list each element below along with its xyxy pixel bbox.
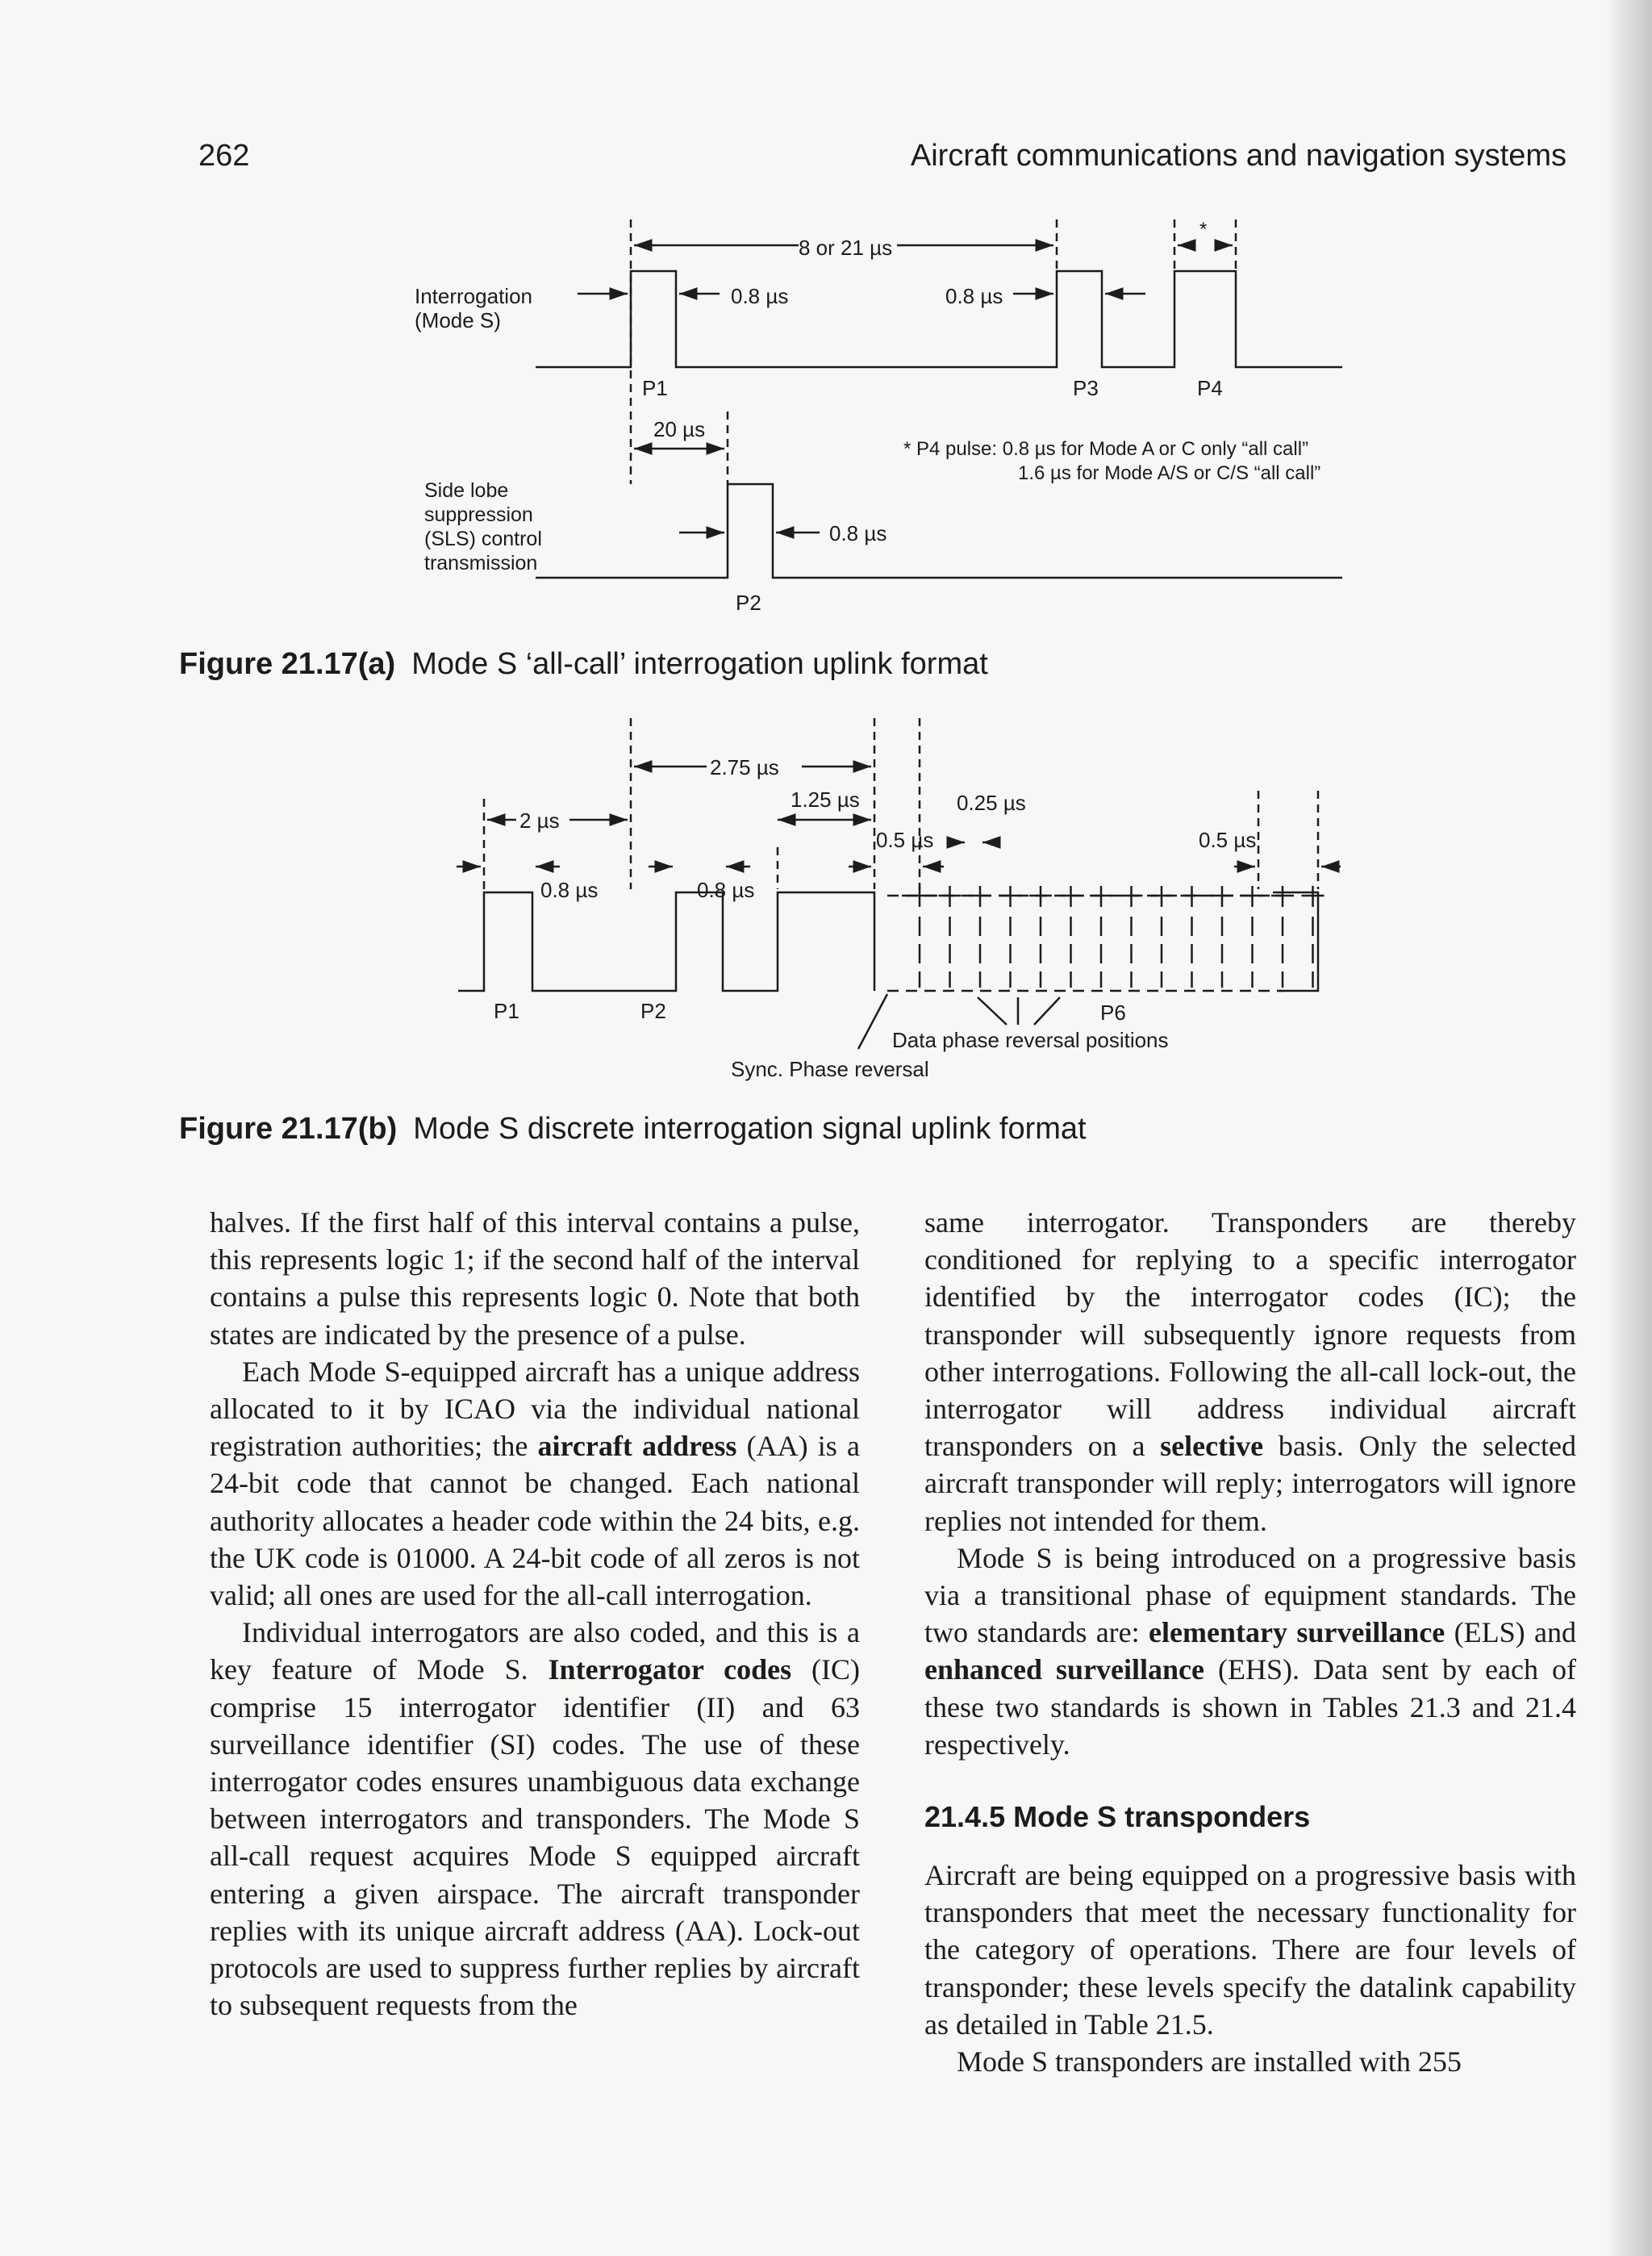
- sync-label: Sync. Phase reversal: [731, 1057, 929, 1081]
- left-column: [210, 1204, 860, 2024]
- pulse-p2-label: P2: [736, 591, 761, 613]
- p4-note-1: * P4 pulse: 0.8 µs for Mode A or C only “all call”: [903, 438, 1309, 460]
- right-paragraph-3: Aircraft are being equipped on a progressive basis with transponders that meet the necessary functionality for the category of operations. There are four levels of transponder; these levels specify the datalink capability as detailed in Table 21.5.: [924, 1859, 1576, 2041]
- pulse-p1-label-b: P1: [494, 999, 519, 1023]
- pulse-p4-label: P4: [1197, 376, 1223, 400]
- span-1-25: 1.25 µs: [791, 788, 860, 812]
- figure-a-label: Figure 21.17(a): [179, 647, 396, 681]
- span-2us: 2 µs: [519, 808, 560, 833]
- p2-width-label-b: 0.8 µs: [697, 878, 755, 902]
- label-sls-4: transmission: [424, 552, 538, 574]
- left-paragraph-1: halves. If the first half of this interval contains a pulse, this represents logic 1; if the second half of the interval contains a pulse this represents logic 0. Note that both states are indicated by the presence of a pulse.: [210, 1206, 860, 1351]
- data-phase-label: Data phase reversal positions: [892, 1028, 1169, 1052]
- figure-b-title: Mode S discrete interrogation signal uplink format: [413, 1112, 1087, 1146]
- figure-b-caption: [179, 1112, 1087, 1147]
- figure-a-caption: [179, 647, 988, 682]
- label-sls-3: (SLS) control: [424, 528, 542, 550]
- page-number: 262: [198, 139, 250, 173]
- span-2-75: 2.75 µs: [710, 755, 779, 779]
- span-0-25: 0.25 µs: [957, 791, 1026, 815]
- span-8-or-21: 8 or 21 µs: [799, 236, 893, 260]
- p3-width-label: 0.8 µs: [945, 284, 1003, 308]
- pulse-p2-label-b: P2: [640, 999, 666, 1023]
- discrete-waveform: [458, 892, 874, 991]
- running-title: Aircraft communications and navigation systems: [910, 139, 1566, 173]
- sls-waveform: [536, 484, 1342, 578]
- span-0-5-left: 0.5 µs: [876, 828, 934, 852]
- right-paragraph-4: Mode S transponders are installed with 255: [957, 2045, 1462, 2078]
- pulse-p3-label: P3: [1073, 376, 1099, 400]
- pulse-p6-label: P6: [1100, 1001, 1126, 1025]
- p1-width-label-b: 0.8 µs: [540, 878, 599, 902]
- p2-width-label: 0.8 µs: [829, 521, 887, 545]
- label-sls-2: suppression: [424, 503, 533, 526]
- pulse-p1-label: P1: [642, 376, 668, 400]
- label-sls-1: Side lobe: [424, 479, 509, 502]
- right-column: [924, 1204, 1576, 2080]
- label-interrogation-1: Interrogation: [415, 284, 532, 308]
- figure-b-label: Figure 21.17(b): [179, 1112, 398, 1146]
- star-mark: *: [1199, 219, 1208, 240]
- data-phase-ticks: [902, 886, 937, 988]
- interrogation-waveform: [536, 271, 1342, 367]
- figure-b-diagram: [0, 710, 1652, 1097]
- span-0-5-right: 0.5 µs: [1199, 828, 1257, 852]
- figure-a-title: Mode S ‘all-call’ interrogation uplink format: [411, 647, 988, 681]
- span-20us: 20 µs: [653, 417, 706, 441]
- label-interrogation-2: (Mode S): [415, 308, 501, 332]
- right-paragraph-2: Mode S is being introduced on a progressive basis via a transitional phase of equipment standards. The two standards are: elementary surveillance (ELS) and enhanced surveillance (EHS). Data sent by each of these two standards is shown in Tables 21.3 and 21.4 respectively.: [924, 1541, 1576, 1761]
- left-paragraph-3: Individual interrogators are also coded, and this is a key feature of Mode S. Interrogator codes (IC) comprise 15 interrogator identifier (II) and 63 surveillance identifier (SI) codes. The use of these interrogator codes ensures unambiguous data exchange between interrogators and transponders. The Mode S all-call request acquires Mode S equipped aircraft entering a given airspace. The aircraft transponder replies with its unique aircraft address (AA). Lock-out protocols are used to suppress further replies by aircraft to subsequent requests from the: [210, 1616, 861, 2022]
- p4-note-2: 1.6 µs for Mode A/S or C/S “all call”: [1018, 462, 1321, 484]
- left-paragraph-2: Each Mode S-equipped aircraft has a unique address allocated to it by ICAO via the individual national registration authorities; the aircraft address (AA) is a 24-bit code that cannot be changed. Each national authority allocates a header code within the 24 bits, e.g. the UK code is 01000. A 24-bit code of all zeros is not valid; all ones are used for the all-call interrogation.: [210, 1355, 861, 1612]
- section-heading: 21.4.5 Mode S transponders: [924, 1800, 1311, 1834]
- right-paragraph-1: same interrogator. Transponders are thereby conditioned for replying to a specific interrogator identified by the interrogator codes (IC); the transponder will subsequently ignore requests from other interrogations. Following the all-call lock-out, the interrogator will address individual aircraft transponders on a selective basis. Only the selected aircraft transponder will reply; interrogators will ignore replies not intended for them.: [924, 1206, 1576, 1537]
- figure-a-diagram: [0, 210, 1652, 613]
- p1-width-label: 0.8 µs: [731, 284, 789, 308]
